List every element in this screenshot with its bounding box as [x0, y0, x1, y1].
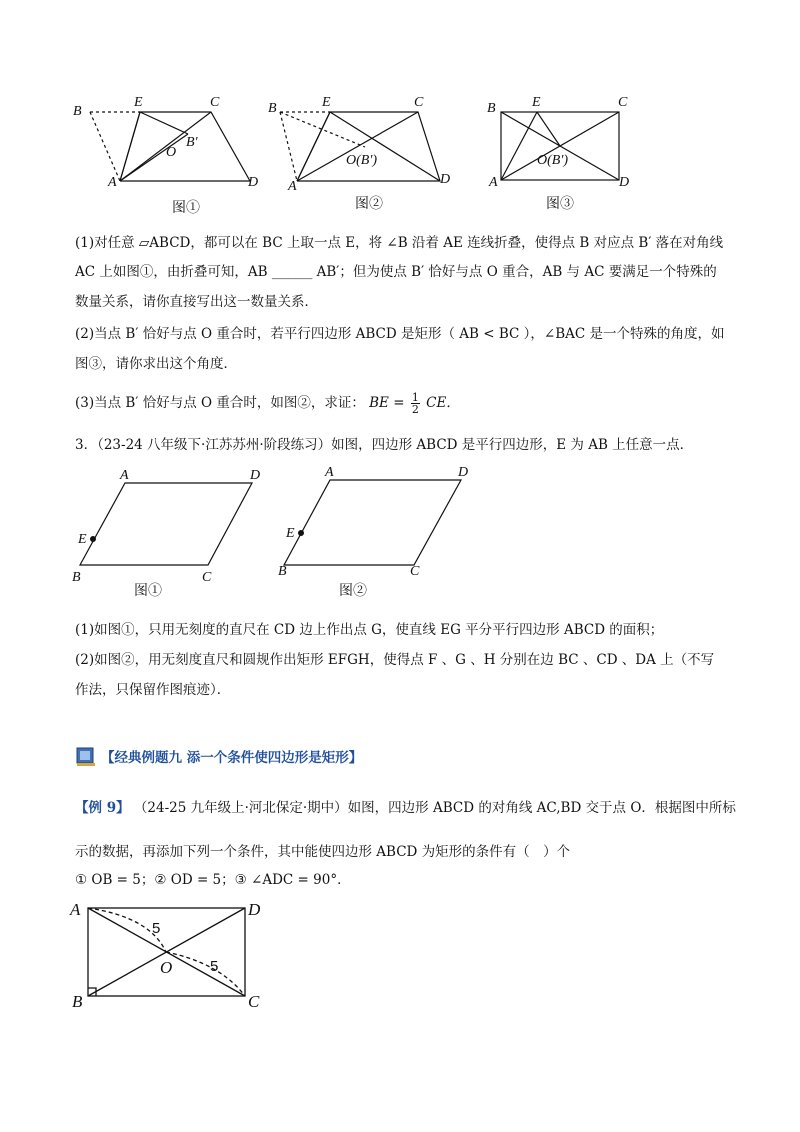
q3-fig1-label-c: C	[202, 570, 212, 585]
example9-line2: 示的数据，再添加下列一个条件，其中能使四边形 ABCD 为矩形的条件有（ ）个	[75, 844, 571, 860]
ex9-label-o: O	[160, 958, 173, 977]
q2-part3-prefix: (3)当点 B′ 恰好与点 O 重合时，如图②，求证：	[75, 395, 365, 411]
fig2-label-ob: O(B′)	[346, 153, 378, 168]
q3-fig1-point-e	[90, 536, 96, 542]
fig2-label-d: D	[440, 172, 451, 187]
section-heading	[75, 745, 362, 767]
q3-fig2-point-e	[298, 530, 304, 536]
fig2-label-c: C	[414, 95, 424, 110]
label-5-upper: 5	[152, 920, 161, 937]
q3-fig2-caption: 图②	[339, 584, 367, 599]
fig3-label-d: D	[619, 175, 630, 190]
q3-fig1-label-d: D	[250, 468, 261, 483]
q3-part1: (1)如图①，只用无刻度的直尺在 CD 边上作出点 G，使直线 EG 平分平行四边形 ABCD 的面积；	[75, 622, 664, 638]
q2-part3-formula-left: BE =	[369, 395, 405, 411]
fig1-caption: 图①	[172, 201, 200, 216]
q3-fig1-label-e: E	[78, 532, 87, 547]
q3-fig2-label-a: A	[325, 465, 334, 480]
q3-fig1-caption: 图①	[134, 584, 162, 599]
q2-part3-formula-right: CE．	[426, 395, 460, 411]
label-5-lower: 5	[210, 958, 219, 975]
q3-fig2-label-d: D	[458, 465, 469, 480]
q3-part2-line1: (2)如图②，用无刻度直尺和圆规作出矩形 EFGH，使得点 F 、G 、H 分别在边 BC 、CD 、DA 上（不写	[75, 652, 715, 668]
fig2-label-e: E	[322, 95, 331, 110]
example9-line1-text: （24-25 九年级上·河北保定·期中）如图，四边形 ABCD 的对角线 AC,BD 交于点 O．根据图中所标	[133, 800, 736, 816]
q3-fig2-label-e: E	[286, 526, 295, 541]
example9-figure	[0, 895, 800, 1015]
fig2-label-b: B	[268, 101, 277, 116]
fig1-label-b: B	[73, 104, 82, 119]
fig1-label-a: A	[108, 175, 117, 190]
q2-part1-line2: AC 上如图①，由折叠可知，AB ______ AB′；但为使点 B′ 恰好与点 O 重合，AB 与 AC 要满足一个特殊的	[75, 264, 717, 280]
fig1-label-bprime: B′	[186, 135, 198, 150]
fig1-label-e: E	[134, 95, 143, 110]
q2-part3	[75, 392, 460, 415]
ex9-label-c: C	[248, 992, 260, 1011]
ex9-label-b: B	[72, 992, 83, 1011]
q3-figures	[0, 455, 800, 605]
q3-fig2-label-c: C	[410, 564, 420, 579]
example9-line3: ① OB = 5；② OD = 5；③ ∠ADC = 90°．	[75, 872, 351, 888]
fig3-label-e: E	[532, 95, 541, 110]
fig1-label-c: C	[210, 95, 220, 110]
q3-intro: 3．（23-24 八年级下·江苏苏州·阶段练习）如图，四边形 ABCD 是平行四边形，E 为 AB 上任意一点．	[75, 437, 694, 453]
ex9-label-d: D	[248, 900, 261, 919]
figure-3	[501, 112, 619, 180]
ex9-label-a: A	[70, 900, 81, 919]
q3-figure-1	[80, 483, 252, 565]
fig2-caption: 图②	[355, 197, 383, 212]
fig2-label-a: A	[288, 179, 297, 194]
fig3-label-c: C	[618, 95, 628, 110]
q3-fig1-label-a: A	[120, 468, 129, 483]
fraction-numerator: 1	[411, 391, 419, 404]
top-figures	[0, 0, 800, 220]
fig3-caption: 图③	[546, 197, 574, 212]
book-icon	[75, 745, 97, 767]
fig3-label-b: B	[487, 101, 496, 116]
fig1-label-d: D	[248, 175, 259, 190]
section-title: 【经典例题九 添一个条件使四边形是矩形】	[101, 750, 363, 766]
q3-figure-2	[284, 480, 461, 565]
fraction-denominator: 2	[411, 403, 419, 416]
example9-label: 【例 9】	[75, 800, 130, 816]
q3-fig2-label-b: B	[278, 564, 287, 579]
q2-part1-line3: 数量关系，请你直接写出这一数量关系．	[75, 294, 318, 310]
fraction	[411, 392, 420, 415]
fig1-label-o: O	[166, 145, 177, 160]
q3-fig1-label-b: B	[72, 570, 81, 585]
q2-part1-line1: (1)对任意 ▱ABCD，都可以在 BC 上取一点 E，将 ∠B 沿着 AE 连线折叠，使得点 B 对应点 B′ 落在对角线	[75, 235, 724, 251]
example9-line1	[75, 798, 736, 818]
fig3-label-a: A	[489, 175, 498, 190]
q2-part2-line1: (2)当点 B′ 恰好与点 O 重合时，若平行四边形 ABCD 是矩形（ AB < BC ），∠BAC 是一个特殊的角度，如	[75, 326, 725, 342]
q3-part2-line2: 作法，只保留作图痕迹）．	[75, 682, 231, 698]
figure-2	[280, 112, 440, 181]
q2-part2-line2: 图③，请你求出这个角度．	[75, 356, 237, 372]
fig3-label-ob: O(B′)	[537, 153, 569, 168]
